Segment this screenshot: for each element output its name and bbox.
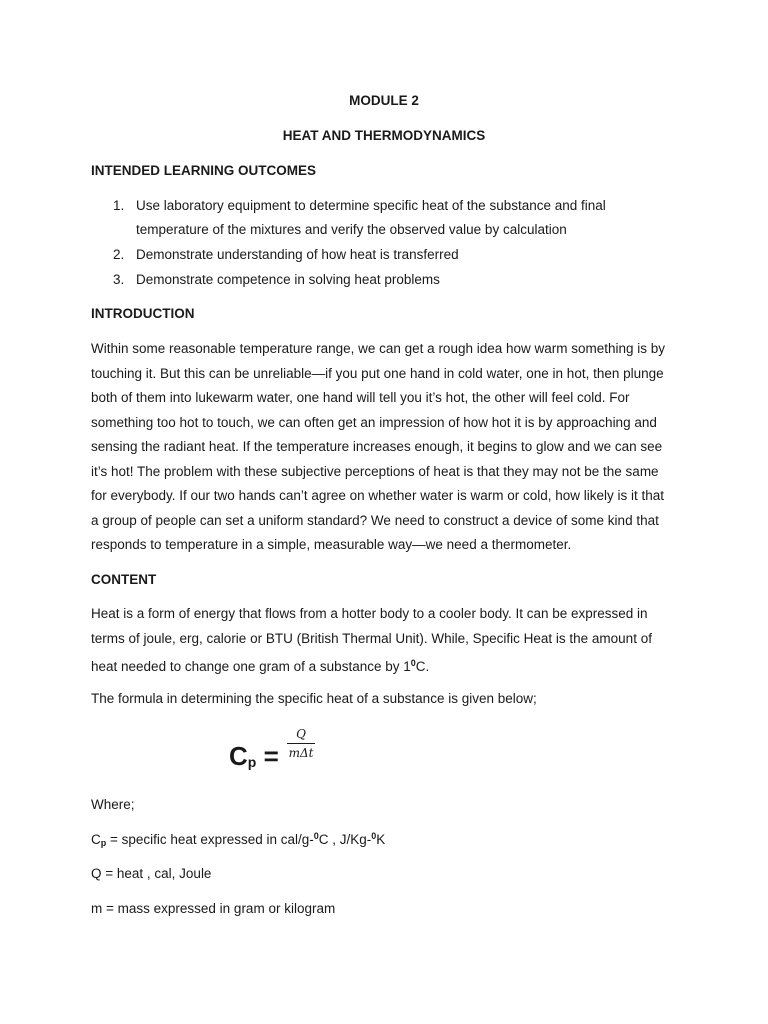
definition-m: m = mass expressed in gram or kilogram bbox=[91, 901, 336, 916]
list-item-line: Demonstrate competence in solving heat problems bbox=[136, 272, 440, 287]
outcomes-heading: INTENDED LEARNING OUTCOMES bbox=[91, 163, 317, 178]
cp-text: K bbox=[376, 832, 386, 847]
degree-superscript: 0 bbox=[371, 831, 377, 841]
formula-equals: = bbox=[263, 741, 279, 771]
fraction-denominator: mΔt bbox=[288, 746, 314, 760]
paragraph-line: responds to temperature in a simple, measurable way—we need a thermometer. bbox=[91, 537, 572, 552]
definition-q: Q = heat , cal, Joule bbox=[91, 866, 212, 881]
formula-intro: The formula in determining the specific heat of a substance is given below; bbox=[91, 691, 537, 706]
paragraph-line: it’s hot! The problem with these subjective perceptions of heat is that they may not be the same bbox=[91, 463, 659, 479]
paragraph-line: touching it. But this can be unreliable—if you put one hand in cold water, one in hot, then plunge bbox=[91, 365, 664, 381]
list-item-number: 3. bbox=[113, 272, 125, 287]
list-item bbox=[136, 194, 606, 242]
paragraph-line: Within some reasonable temperature range, we can get a rough idea how warm something is by bbox=[91, 341, 666, 356]
paragraph-line: for everybody. If our two hands can’t agree on whether water is warm or cold, how likely is it that bbox=[91, 488, 665, 503]
list-item-line: Use laboratory equipment to determine specific heat of the substance and final bbox=[136, 198, 606, 213]
paragraph-text: heat needed to change one gram of a substance by 1 bbox=[91, 659, 411, 674]
paragraph-line: Heat is a form of energy that flows from a hotter body to a cooler body. It can be expressed in bbox=[91, 606, 648, 621]
where-label: Where; bbox=[91, 797, 135, 812]
list-item-line: temperature of the mixtures and verify the observed value by calculation bbox=[136, 222, 567, 237]
formula-subscript: p bbox=[247, 754, 257, 770]
introduction-paragraph bbox=[91, 337, 691, 558]
cp-text: = specific heat expressed in cal/g- bbox=[106, 832, 314, 847]
paragraph-line: both of them into lukewarm water, one hand will tell you it’s hot, the other will feel cold. For bbox=[91, 390, 630, 405]
cp-symbol: C bbox=[91, 832, 101, 847]
formula-symbol: C bbox=[229, 741, 248, 771]
content-heading: CONTENT bbox=[91, 572, 157, 587]
list-item-number: 1. bbox=[113, 198, 125, 213]
paragraph-line: a group of people can set a uniform standard? We need to construct a device of some kind that bbox=[91, 512, 659, 528]
cp-subscript: p bbox=[100, 838, 107, 848]
page-title: HEAT AND THERMODYNAMICS bbox=[282, 128, 486, 143]
formula-fraction bbox=[287, 726, 315, 761]
paragraph-line: sensing the radiant heat. If the temperature increases enough, it begins to glow and we can see bbox=[91, 439, 663, 454]
paragraph-text: C. bbox=[415, 659, 430, 674]
cp-text: C , J/Kg- bbox=[318, 832, 372, 847]
list-item-number: 2. bbox=[113, 247, 125, 262]
content-paragraph bbox=[91, 602, 691, 680]
paragraph-line: something too hot to touch, we can often get an impression of how hot it is by approaching and bbox=[91, 414, 657, 430]
degree-superscript: 0 bbox=[410, 658, 416, 668]
list-item bbox=[136, 243, 459, 267]
list-item bbox=[136, 268, 440, 292]
module-number: MODULE 2 bbox=[349, 93, 419, 108]
degree-superscript: 0 bbox=[313, 831, 319, 841]
definition-cp bbox=[91, 831, 385, 848]
fraction-bar bbox=[287, 743, 315, 744]
fraction-numerator: Q bbox=[296, 727, 306, 741]
introduction-heading: INTRODUCTION bbox=[91, 306, 195, 321]
list-item-line: Demonstrate understanding of how heat is transferred bbox=[136, 247, 459, 262]
paragraph-line bbox=[91, 651, 691, 680]
paragraph-line: terms of joule, erg, calorie or BTU (British Thermal Unit). While, Specific Heat is the amount of bbox=[91, 630, 652, 646]
formula-lhs bbox=[229, 741, 279, 772]
